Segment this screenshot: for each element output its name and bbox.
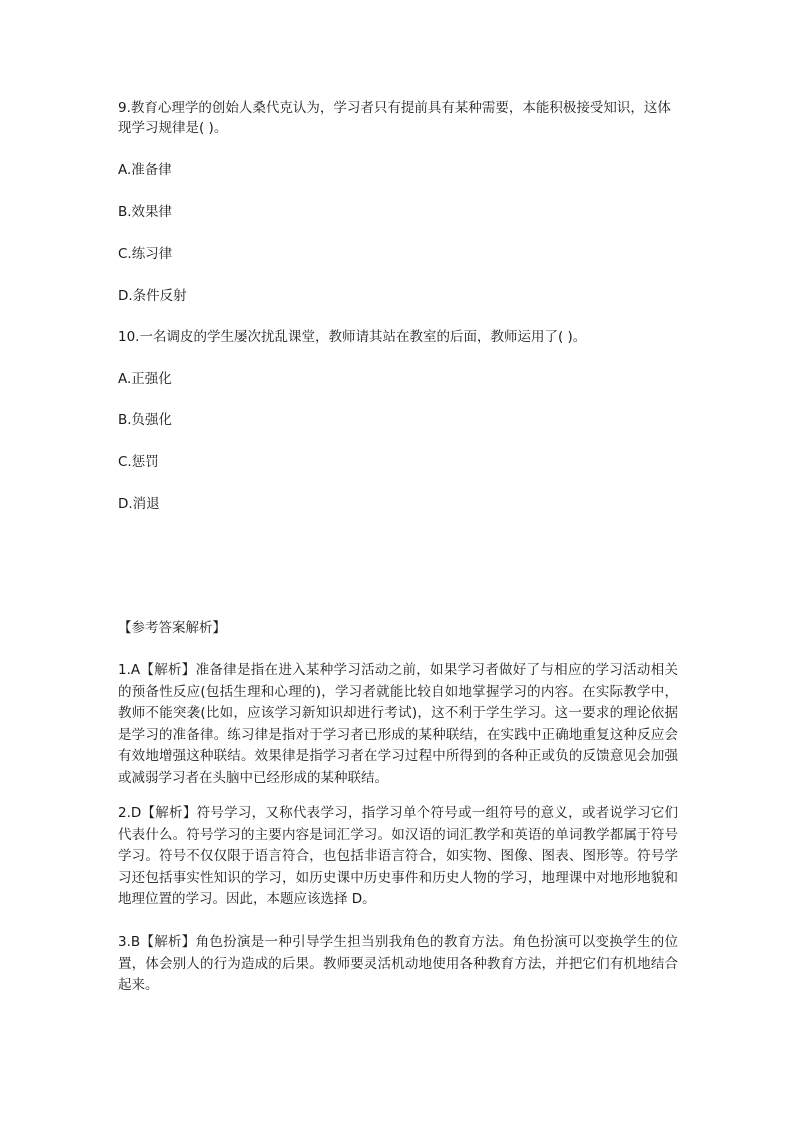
answer-explanation-1: 1.A【解析】准备律是指在进入某种学习活动之前，如果学习者做好了与相应的学习活动相关的预备性反应(包括生理和心理的)，学习者就能比较自如地掌握学习的内容。在实际教学中，教师不能突袭(比如，应该学习新知识却进行考试)，这不利于学生学习。这一要求的理论依据是学习的准备律。练习律是指对于学习者已形成的某种联结，在实践中正确地重复这种反应会有效地增强这种联结。效果律是指学习者在学习过程中所得到的各种正或负的反馈意见会加强或减弱学习者在头脑中已经形成的某种联结。 (118, 662, 678, 786)
question-10-option-d: D.消退 (118, 496, 160, 512)
question-9-option-c: C.练习律 (118, 246, 173, 262)
question-9-stem: 9.教育心理学的创始人桑代克认为，学习者只有提前具有某种需要，本能积极接受知识，这体现学习规律是( )。 (118, 100, 671, 136)
question-10-option-a: A.正强化 (118, 371, 172, 387)
answer-explanation-3: 3.B【解析】角色扮演是一种引导学生担当别我角色的教育方法。角色扮演可以变换学生的位置，体会别人的行为造成的后果。教师要灵活机动地使用各种教育方法，并把它们有机地结合起来。 (118, 934, 678, 993)
question-9-option-d: D.条件反射 (118, 288, 187, 304)
question-9-option-a: A.准备律 (118, 162, 172, 178)
answer-explanation-2: 2.D【解析】符号学习，又称代表学习，指学习单个符号或一组符号的意义，或者说学习它们代表什么。符号学习的主要内容是词汇学习。如汉语的词汇教学和英语的单词教学都属于符号学习。符号不仅仅限于语言符合，也包括非语言符合，如实物、图像、图表、图形等。符号学习还包括事实性知识的学习，如历史课中历史事件和历史人物的学习，地理课中对地形地貌和地理位置的学习。因此，本题应该选择 D。 (118, 805, 678, 907)
question-10-stem: 10.一名调皮的学生屡次扰乱课堂，教师请其站在教室的后面，教师运用了( )。 (118, 329, 587, 345)
question-10-option-b: B.负强化 (118, 412, 173, 428)
question-9-option-b: B.效果律 (118, 204, 173, 220)
answer-section-heading: 【参考答案解析】 (118, 620, 226, 636)
question-10-option-c: C.惩罚 (118, 454, 159, 470)
